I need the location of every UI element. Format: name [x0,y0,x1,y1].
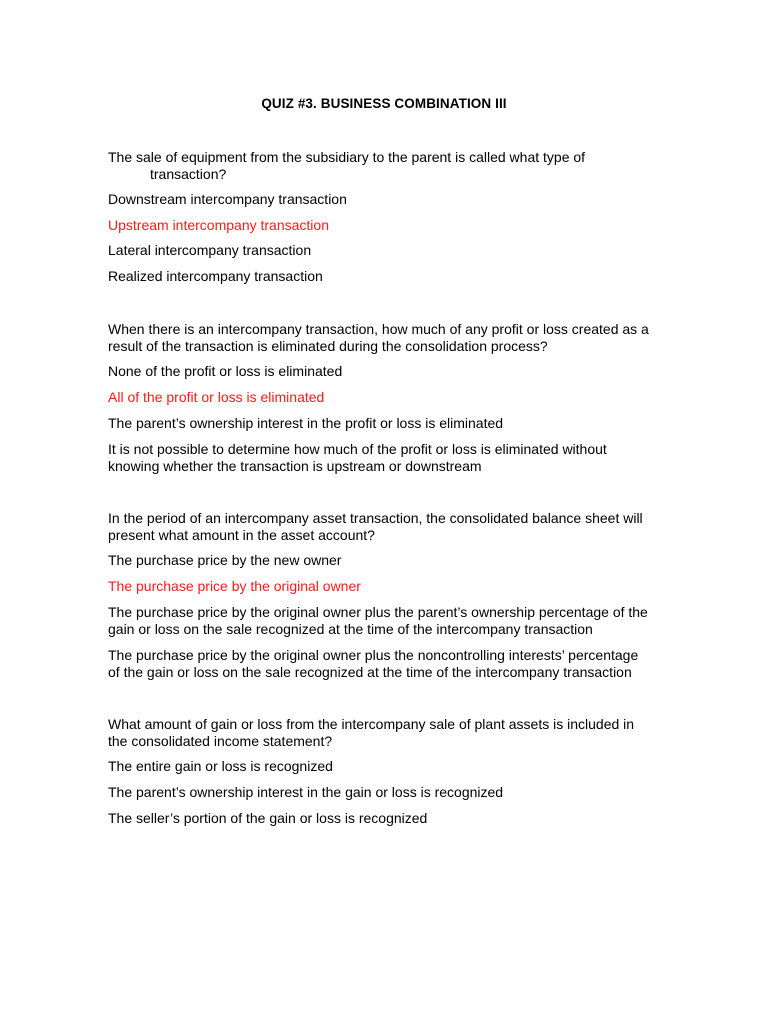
question-4-text-line-2: the consolidated income statement? [108,733,333,749]
question-2-option-1: None of the profit or loss is eliminated [108,363,343,379]
question-3-option-2-correct: The purchase price by the original owner [108,578,361,594]
question-1-text-line-2: transaction? [150,166,227,182]
question-1-text-line-1: The sale of equipment from the subsidiary to the parent is called what type of [108,149,586,165]
question-3-text-line-1: In the period of an intercompany asset transaction, the consolidated balance sheet will [108,510,643,526]
question-3-option-1: The purchase price by the new owner [108,552,342,568]
question-1-option-2-correct: Upstream intercompany transaction [108,217,329,233]
question-2-text-line-2: result of the transaction is eliminated during the consolidation process? [108,338,548,354]
question-3-option-3-line-2: gain or loss on the sale recognized at the time of the intercompany transaction [108,621,593,637]
question-4-option-2: The parent’s ownership interest in the gain or loss is recognized [108,784,504,800]
question-3-option-4-line-2: of the gain or loss on the sale recognized at the time of the intercompany transaction [108,664,632,680]
page-title: QUIZ #3. BUSINESS COMBINATION III [261,96,507,111]
question-2-text-line-1: When there is an intercompany transaction, how much of any profit or loss created as a [108,321,649,337]
question-4-option-3: The seller’s portion of the gain or loss is recognized [108,810,428,826]
question-4-option-1: The entire gain or loss is recognized [108,758,333,774]
question-2-option-3: The parent’s ownership interest in the profit or loss is eliminated [108,415,504,431]
question-1-option-1: Downstream intercompany transaction [108,191,347,207]
question-2-option-4-line-2: knowing whether the transaction is upstream or downstream [108,458,482,474]
question-2-option-4-line-1: It is not possible to determine how much of the profit or loss is eliminated without [108,441,607,457]
question-2-option-2-correct: All of the profit or loss is eliminated [108,389,325,405]
question-4-text-line-1: What amount of gain or loss from the intercompany sale of plant assets is included in [108,716,635,732]
question-3-text-line-2: present what amount in the asset account? [108,527,375,543]
question-1-option-3: Lateral intercompany transaction [108,242,312,258]
question-3-option-3-line-1: The purchase price by the original owner plus the parent’s ownership percentage of the [108,604,648,620]
question-3-option-4-line-1: The purchase price by the original owner plus the noncontrolling interests’ percentage [108,647,639,663]
question-1-option-4: Realized intercompany transaction [108,268,323,284]
